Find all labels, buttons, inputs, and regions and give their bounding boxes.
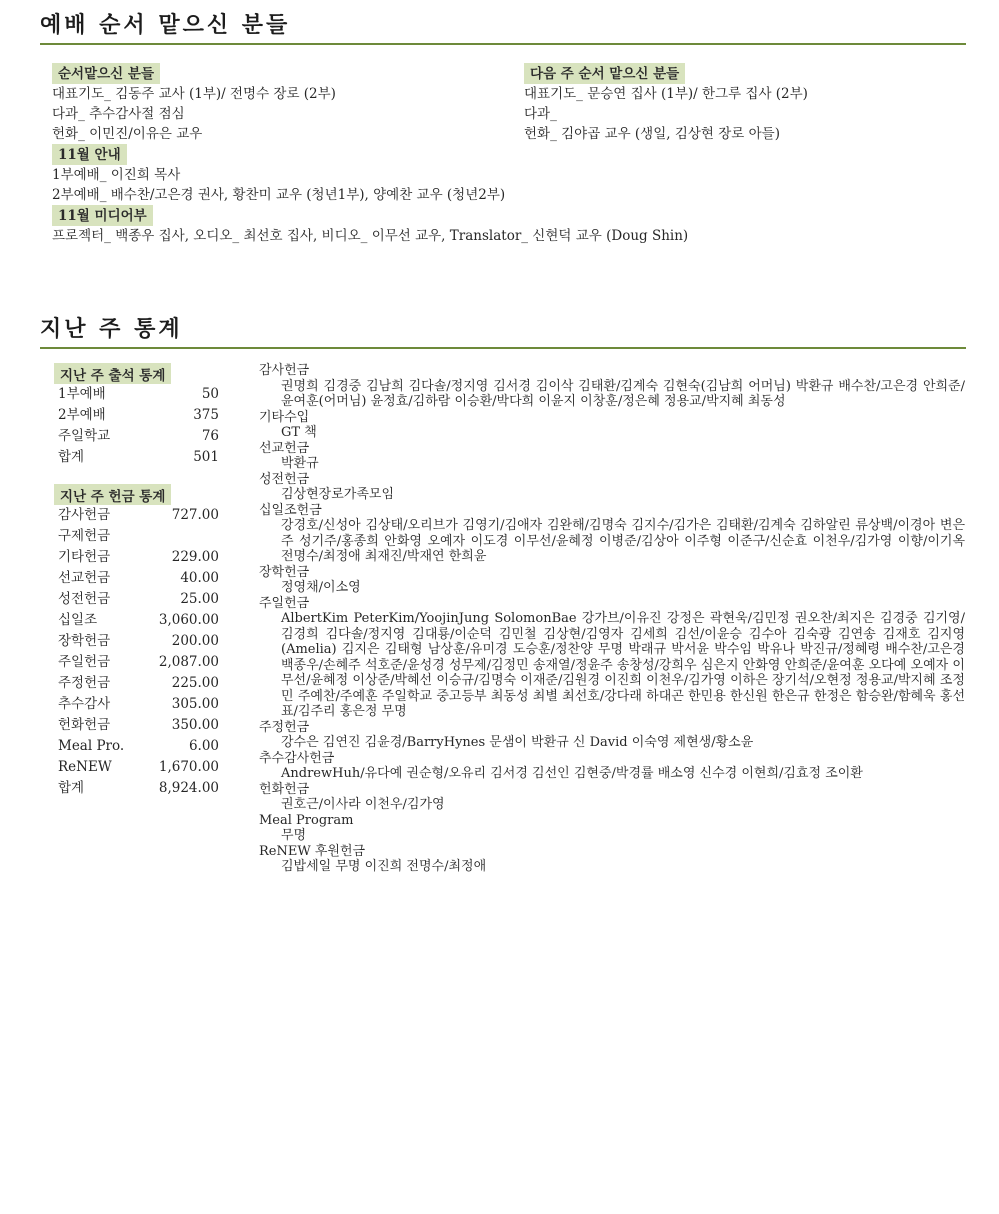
stats-tables bbox=[40, 363, 235, 799]
offering-donors: 박환규 bbox=[281, 456, 319, 471]
offering-detail-list bbox=[259, 363, 965, 875]
row-value: 1,670.00 bbox=[158, 759, 219, 775]
november-guide-line: 2부예배_ 배수찬/고은경 권사, 황찬미 교우 (청년1부), 양예찬 교우 (청년2부) bbox=[52, 187, 506, 203]
attendance-row bbox=[40, 405, 235, 426]
row-value: 2,087.00 bbox=[158, 654, 219, 670]
row-label: 헌화헌금 bbox=[58, 717, 111, 733]
offering-donors: 권호근/이사라 이천우/김가영 bbox=[281, 797, 445, 812]
offering-category: Meal Program bbox=[259, 812, 354, 828]
stats-section-title: 지난 주 통계 bbox=[40, 312, 966, 349]
attendance-row bbox=[40, 426, 235, 447]
row-label: 선교헌금 bbox=[58, 570, 111, 586]
offering-category: 감사헌금 bbox=[259, 363, 310, 378]
this-week-prayer: 대표기도_ 김동주 교사 (1부)/ 전명수 장로 (2부) bbox=[52, 86, 336, 102]
offering-table bbox=[40, 505, 235, 799]
offering-category: 추수감사헌금 bbox=[259, 750, 335, 766]
next-week-flowers: 헌화_ 김야곱 교우 (생일, 김상현 장로 아들) bbox=[524, 126, 780, 142]
service-section-title: 예배 순서 맡으신 분들 bbox=[40, 8, 966, 45]
offering-category: 선교헌금 bbox=[259, 440, 310, 456]
offering-row bbox=[40, 736, 235, 757]
offering-row bbox=[40, 715, 235, 736]
row-value: 8,924.00 bbox=[158, 780, 219, 796]
offering-row bbox=[40, 778, 235, 799]
offering-row bbox=[40, 694, 235, 715]
offering-category: 기타수입 bbox=[259, 409, 310, 425]
offering-donors: 권명희 김경중 김남희 김다솔/정지영 김서경 김이삭 김태환/김계숙 김현숙(김남희 어머님) 박환규 배수찬/고은경 안희준/윤여훈(어머님) 윤정효/김하람 이승환/박다희 이윤지 이창훈/정은혜 정용교/박지혜 최동성 bbox=[281, 378, 965, 409]
this-week-flowers: 헌화_ 이민진/이유은 교우 bbox=[52, 126, 203, 142]
november-media-line: 프로젝터_ 백종우 집사, 오디오_ 최선호 집사, 비디오_ 이무선 교우, Translator_ 신현덕 교우 (Doug Shin) bbox=[52, 228, 689, 244]
november-guide-heading: 11월 안내 bbox=[52, 144, 127, 165]
november-media-heading: 11월 미디어부 bbox=[52, 205, 153, 226]
offering-donors: 강경호/신성아 김상태/오리브가 김영기/김애자 김완해/김명숙 김지수/김가은 김태환/김계숙 김하알린 류상백/이경아 변은주 성기주/홍종희 안화영 오예자 이도경 이무선/윤혜정 이병준/김상아 이주형 이준구/신순효 이천우/김가영 이향/이기옥 전명수/최정애 최재진/박재연 한희윤 bbox=[281, 518, 965, 564]
this-week-refreshments: 다과_ 추수감사절 점심 bbox=[52, 106, 185, 122]
next-week-heading: 다음 주 순서 맡으신 분들 bbox=[524, 63, 685, 84]
row-value: 76 bbox=[201, 428, 219, 444]
offering-category: 장학헌금 bbox=[259, 564, 310, 580]
offering-row bbox=[40, 526, 235, 547]
offering-donors: 무명 bbox=[281, 828, 307, 843]
row-value: 375 bbox=[193, 407, 219, 423]
offering-category: ReNEW 후원헌금 bbox=[259, 843, 366, 859]
row-label: 1부예배 bbox=[58, 386, 106, 402]
row-label: 합계 bbox=[58, 449, 85, 465]
row-value: 200.00 bbox=[171, 633, 219, 649]
row-label: ReNEW bbox=[58, 759, 112, 775]
row-value: 40.00 bbox=[180, 570, 219, 586]
offering-heading: 지난 주 헌금 통계 bbox=[54, 484, 171, 505]
row-label: 합계 bbox=[58, 780, 85, 796]
offering-category: 십일조헌금 bbox=[259, 502, 322, 518]
next-week-column bbox=[524, 63, 964, 144]
next-week-refreshments: 다과_ bbox=[524, 106, 557, 122]
offering-donors: GT 책 bbox=[281, 425, 317, 440]
offering-category: 주정헌금 bbox=[259, 719, 310, 735]
row-value: 229.00 bbox=[171, 549, 219, 565]
attendance-row bbox=[40, 447, 235, 468]
offering-row bbox=[40, 568, 235, 589]
row-value: 350.00 bbox=[171, 717, 219, 733]
offering-donors: 강수은 김연진 김윤경/BarryHynes 문샘이 박환규 신 David 이숙영 제현생/황소윤 bbox=[281, 735, 754, 750]
row-label: 구제헌금 bbox=[58, 528, 111, 544]
next-week-prayer: 대표기도_ 문승연 집사 (1부)/ 한그루 집사 (2부) bbox=[524, 86, 808, 102]
offering-row bbox=[40, 547, 235, 568]
row-label: 기타헌금 bbox=[58, 549, 111, 565]
row-value: 25.00 bbox=[180, 591, 219, 607]
service-assignments bbox=[40, 63, 966, 278]
row-label: 2부예배 bbox=[58, 407, 106, 423]
row-label: 주일학교 bbox=[58, 428, 111, 444]
attendance-row bbox=[40, 384, 235, 405]
offering-row bbox=[40, 589, 235, 610]
offering-donors: AlbertKim PeterKim/YoojinJung SolomonBae 강가브/이유진 강정은 곽현욱/김민정 권오찬/최지은 김경중 김기영/김경희 김다솔/정지영 김대룡/이순덕 김민철 김상현/김영자 김세희 김선/이윤승 김수아 김숙광 김연송 김재호 김지영(Amelia) 김지은 김태형 남상훈/유미경 도승훈/정찬양 무명 박래규 박서윤 박수임 박유나 박진규/정혜령 배수찬/고은경 백종우/손혜주 석호준/윤성경 성무제/김정민 송재열/정윤주 송창성/강희우 심은지 안화영 안희준/윤여훈 오다예 오예자 이무선/윤혜정 이상준/박혜선 이승규/김명숙 이재준/김원경 이진희 이천우/김가영 이하은 장기석/오현정 정용교/박지혜 조정민 주예찬/주예훈 주일학교 중고등부 최동성 최별 최선호/강다래 하대곤 한민용 한신원 한은규 한정은 함승완/함혜욱 홍선표/김주리 홍은정 무명 bbox=[281, 611, 965, 719]
offering-category: 헌화헌금 bbox=[259, 781, 310, 797]
row-value: 305.00 bbox=[171, 696, 219, 712]
row-label: 십일조 bbox=[58, 612, 98, 628]
offering-row bbox=[40, 631, 235, 652]
attendance-heading: 지난 주 출석 통계 bbox=[54, 363, 171, 384]
row-label: 주정헌금 bbox=[58, 675, 111, 691]
offering-category: 주일헌금 bbox=[259, 595, 310, 611]
offering-row bbox=[40, 673, 235, 694]
row-value: 727.00 bbox=[171, 507, 219, 523]
offering-donors: 김밥세일 무명 이진희 전명수/최정애 bbox=[281, 859, 487, 874]
row-label: 감사헌금 bbox=[58, 507, 111, 523]
row-label: 추수감사 bbox=[58, 696, 111, 712]
offering-category: 성전헌금 bbox=[259, 471, 310, 487]
row-label: Meal Pro. bbox=[58, 738, 125, 754]
offering-donors: AndrewHuh/유다예 권순형/오유리 김서경 김선인 김현중/박경률 배소영 신수경 이현희/김효정 조이환 bbox=[281, 766, 863, 781]
row-value: 225.00 bbox=[171, 675, 219, 691]
offering-donors: 정영채/이소영 bbox=[281, 580, 361, 595]
row-label: 주일헌금 bbox=[58, 654, 111, 670]
offering-donors: 김상현장로가족모임 bbox=[281, 487, 395, 502]
offering-row bbox=[40, 610, 235, 631]
offering-row bbox=[40, 757, 235, 778]
row-label: 성전헌금 bbox=[58, 591, 111, 607]
row-label: 장학헌금 bbox=[58, 633, 111, 649]
offering-row bbox=[40, 652, 235, 673]
offering-row bbox=[40, 505, 235, 526]
november-guide-line: 1부예배_ 이진희 목사 bbox=[52, 167, 181, 183]
row-value: 6.00 bbox=[188, 738, 219, 754]
row-value: 50 bbox=[201, 386, 219, 402]
row-value: 501 bbox=[193, 449, 219, 465]
attendance-table bbox=[40, 384, 235, 468]
bulletin-page bbox=[40, 0, 966, 874]
row-value: 3,060.00 bbox=[158, 612, 219, 628]
this-week-heading: 순서맡으신 분들 bbox=[52, 63, 160, 84]
